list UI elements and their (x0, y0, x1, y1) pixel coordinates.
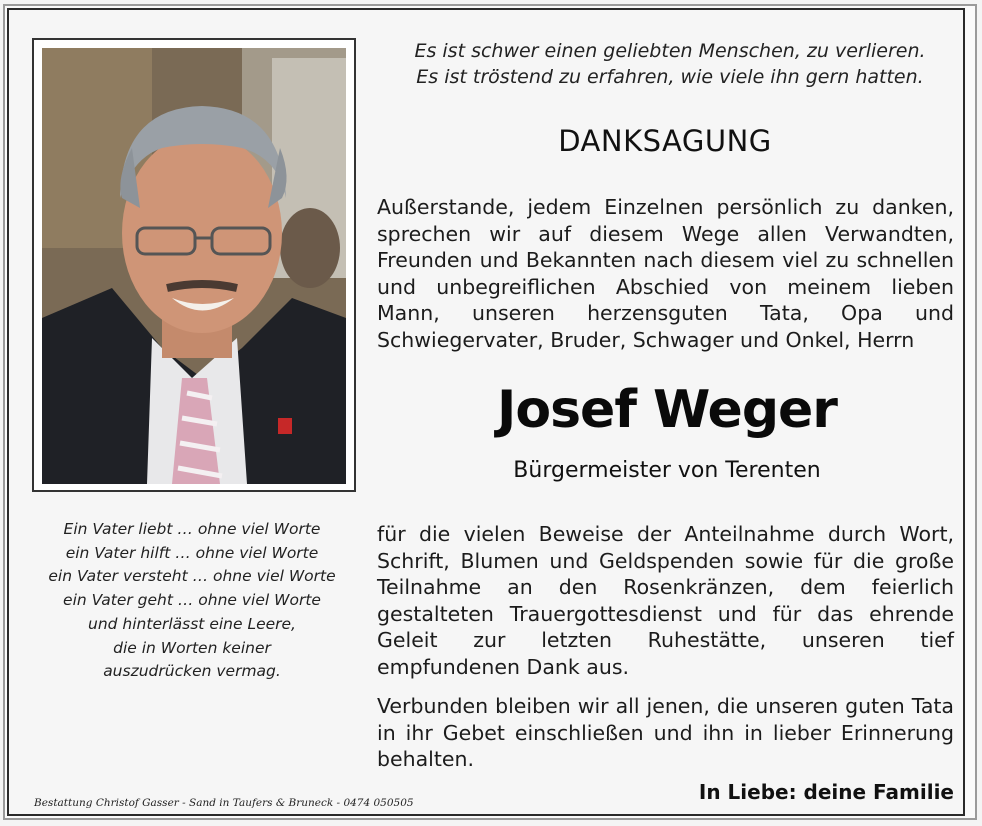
top-quote (370, 38, 970, 90)
portrait-photo (42, 48, 346, 484)
intro-paragraph: Außerstande, jedem Einzelnen persönlich zu danken, sprechen wir auf diesem Wege allen Verwandten, Freunden und Bekannten nach diesem viel zu schnellen und unbegreiflichen Abschied von meinem lieben Mann, unseren herzensguten Tata, Opa und Schwiegervater, Bruder, Schwager und Onkel, Herrn (377, 195, 954, 352)
deceased-role: Bürgermeister von Terenten (513, 458, 821, 483)
poem-line: Ein Vater liebt … ohne viel Worte (63, 520, 321, 538)
top-quote-line: Es ist tröstend zu erfahren, wie viele ihn gern hatten. (416, 66, 924, 88)
closing-paragraph: Verbunden bleiben wir all jenen, die unseren guten Tata in ihr Gebet einschließen und ihn in lieber Erinnerung behalten. (377, 694, 954, 771)
poem (32, 518, 352, 684)
funeral-home-footer: Bestattung Christof Gasser - Sand in Taufers & Bruneck - 0474 050505 (34, 797, 414, 809)
thanks-paragraph: für die vielen Beweise der Anteilnahme durch Wort, Schrift, Blumen und Geldspenden sowie für die große Teilnahme an den Rosenkränzen, dem feierlich gestalteten Trauergottesdienst und für das ehrende Geleit zur letzten Ruhestätte, unseren tief empfundenen Dank aus. (377, 522, 954, 679)
portrait-frame (32, 38, 356, 492)
signature: In Liebe: deine Familie (698, 780, 954, 804)
deceased-name: Josef Weger (497, 380, 837, 440)
poem-line: ein Vater geht … ohne viel Worte (63, 591, 321, 610)
top-quote-line: Es ist schwer einen geliebten Menschen, zu verlieren. (414, 40, 926, 62)
poem-line: und hinterlässt eine Leere, (88, 614, 296, 633)
heading: DANKSAGUNG (558, 124, 772, 158)
poem-line: ein Vater versteht … ohne viel Worte (48, 567, 336, 586)
portrait-illustration (42, 48, 346, 484)
poem-line: ein Vater hilft … ohne viel Worte (65, 543, 319, 562)
poem-line: auszudrücken vermag. (103, 662, 281, 681)
poem-line: die in Worten keiner (113, 638, 271, 657)
